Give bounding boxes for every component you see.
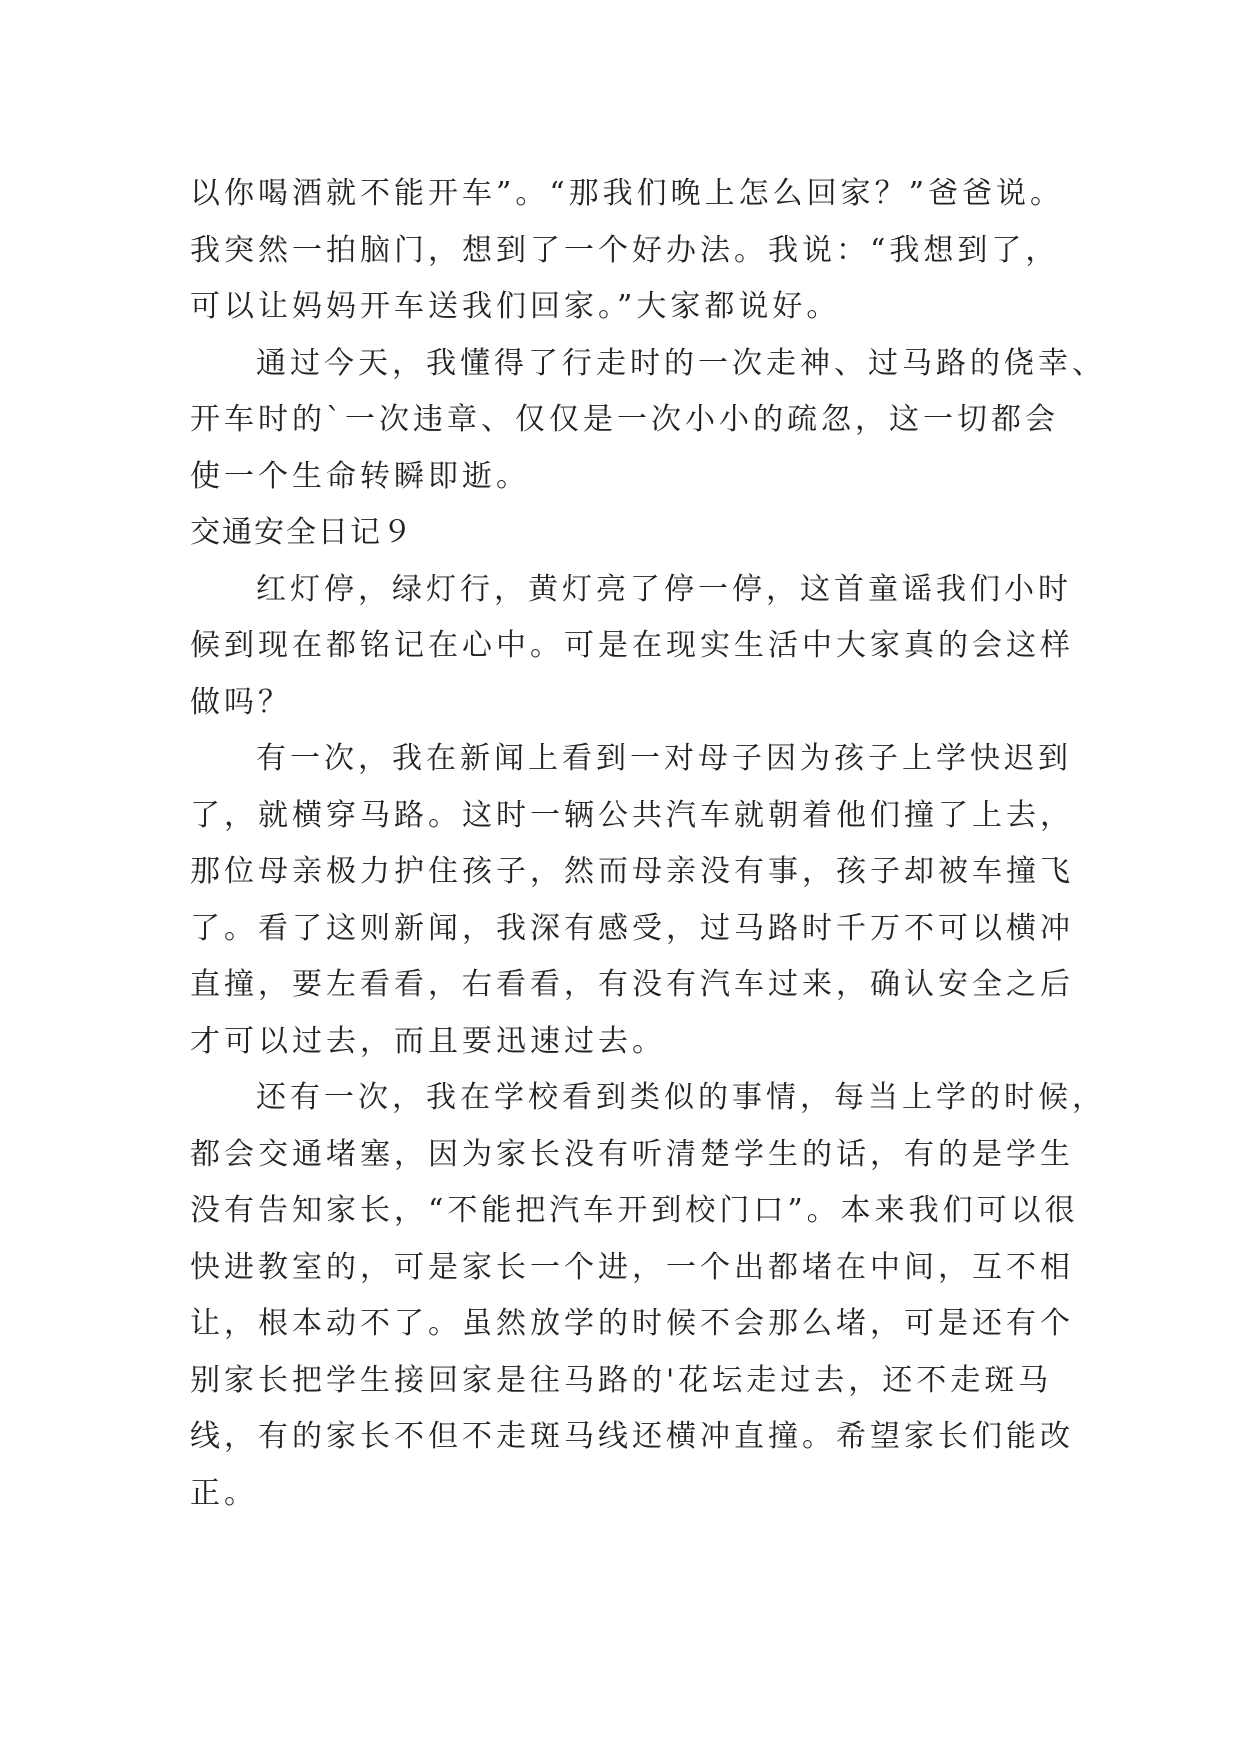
text-line: 我突然一拍脑门，想到了一个好办法。我说：“我想到了， [190, 232, 1060, 268]
text-line: 可以让妈妈开车送我们回家。”大家都说好。 [190, 289, 841, 324]
text-line: 候到现在都铭记在心中。可是在现实生活中大家真的会这样 [190, 628, 1074, 663]
text-line: 以你喝酒就不能开车”。“那我们晚上怎么回家？”爸爸说。 [190, 176, 1065, 211]
text-line: 正。 [190, 1475, 258, 1511]
text-line: 别家长把学生接回家是往马路的'花坛走过去，还不走斑马 [190, 1362, 1053, 1398]
text-line: 使一个生命转瞬即逝。 [190, 458, 530, 494]
text-line: 没有告知家长，“不能把汽车开到校门口”。本来我们可以很 [190, 1193, 1079, 1228]
text-line: 了。看了这则新闻，我深有感受，过马路时千万不可以横冲 [190, 910, 1074, 946]
text-line: 做吗？ [190, 684, 292, 720]
text-line: 直撞，要左看看，右看看，有没有汽车过来，确认安全之后 [190, 967, 1074, 1002]
text-line: 通过今天，我懂得了行走时的一次走神、过马路的侥幸、 [256, 345, 1106, 381]
text-line: 才可以过去，而且要迅速过去。 [190, 1023, 666, 1059]
text-line: 了，就横穿马路。这时一辆公共汽车就朝着他们撞了上去， [190, 797, 1074, 833]
text-line: 还有一次，我在学校看到类似的事情，每当上学的时候， [256, 1080, 1106, 1115]
text-line: 让，根本动不了。虽然放学的时候不会那么堵，可是还有个 [190, 1306, 1074, 1341]
text-line: 那位母亲极力护住孩子，然而母亲没有事，孩子却被车撞飞 [190, 854, 1074, 889]
text-line: 开车时的`一次违章、仅仅是一次小小的疏忽，这一切都会 [190, 402, 1059, 437]
text-line: 都会交通堵塞，因为家长没有听清楚学生的话，有的是学生 [190, 1136, 1074, 1172]
text-line: 有一次，我在新闻上看到一对母子因为孩子上学快迟到 [256, 741, 1072, 776]
document-body [190, 166, 1106, 1522]
text-line: 红灯停，绿灯行，黄灯亮了停一停，这首童谣我们小时 [256, 571, 1072, 607]
text-line: 线，有的家长不但不走斑马线还横冲直撞。希望家长们能改 [190, 1419, 1074, 1454]
text-line: 快进教室的，可是家长一个进，一个出都堵在中间，互不相 [190, 1249, 1074, 1285]
section-heading: 交通安全日记９ [190, 515, 414, 550]
